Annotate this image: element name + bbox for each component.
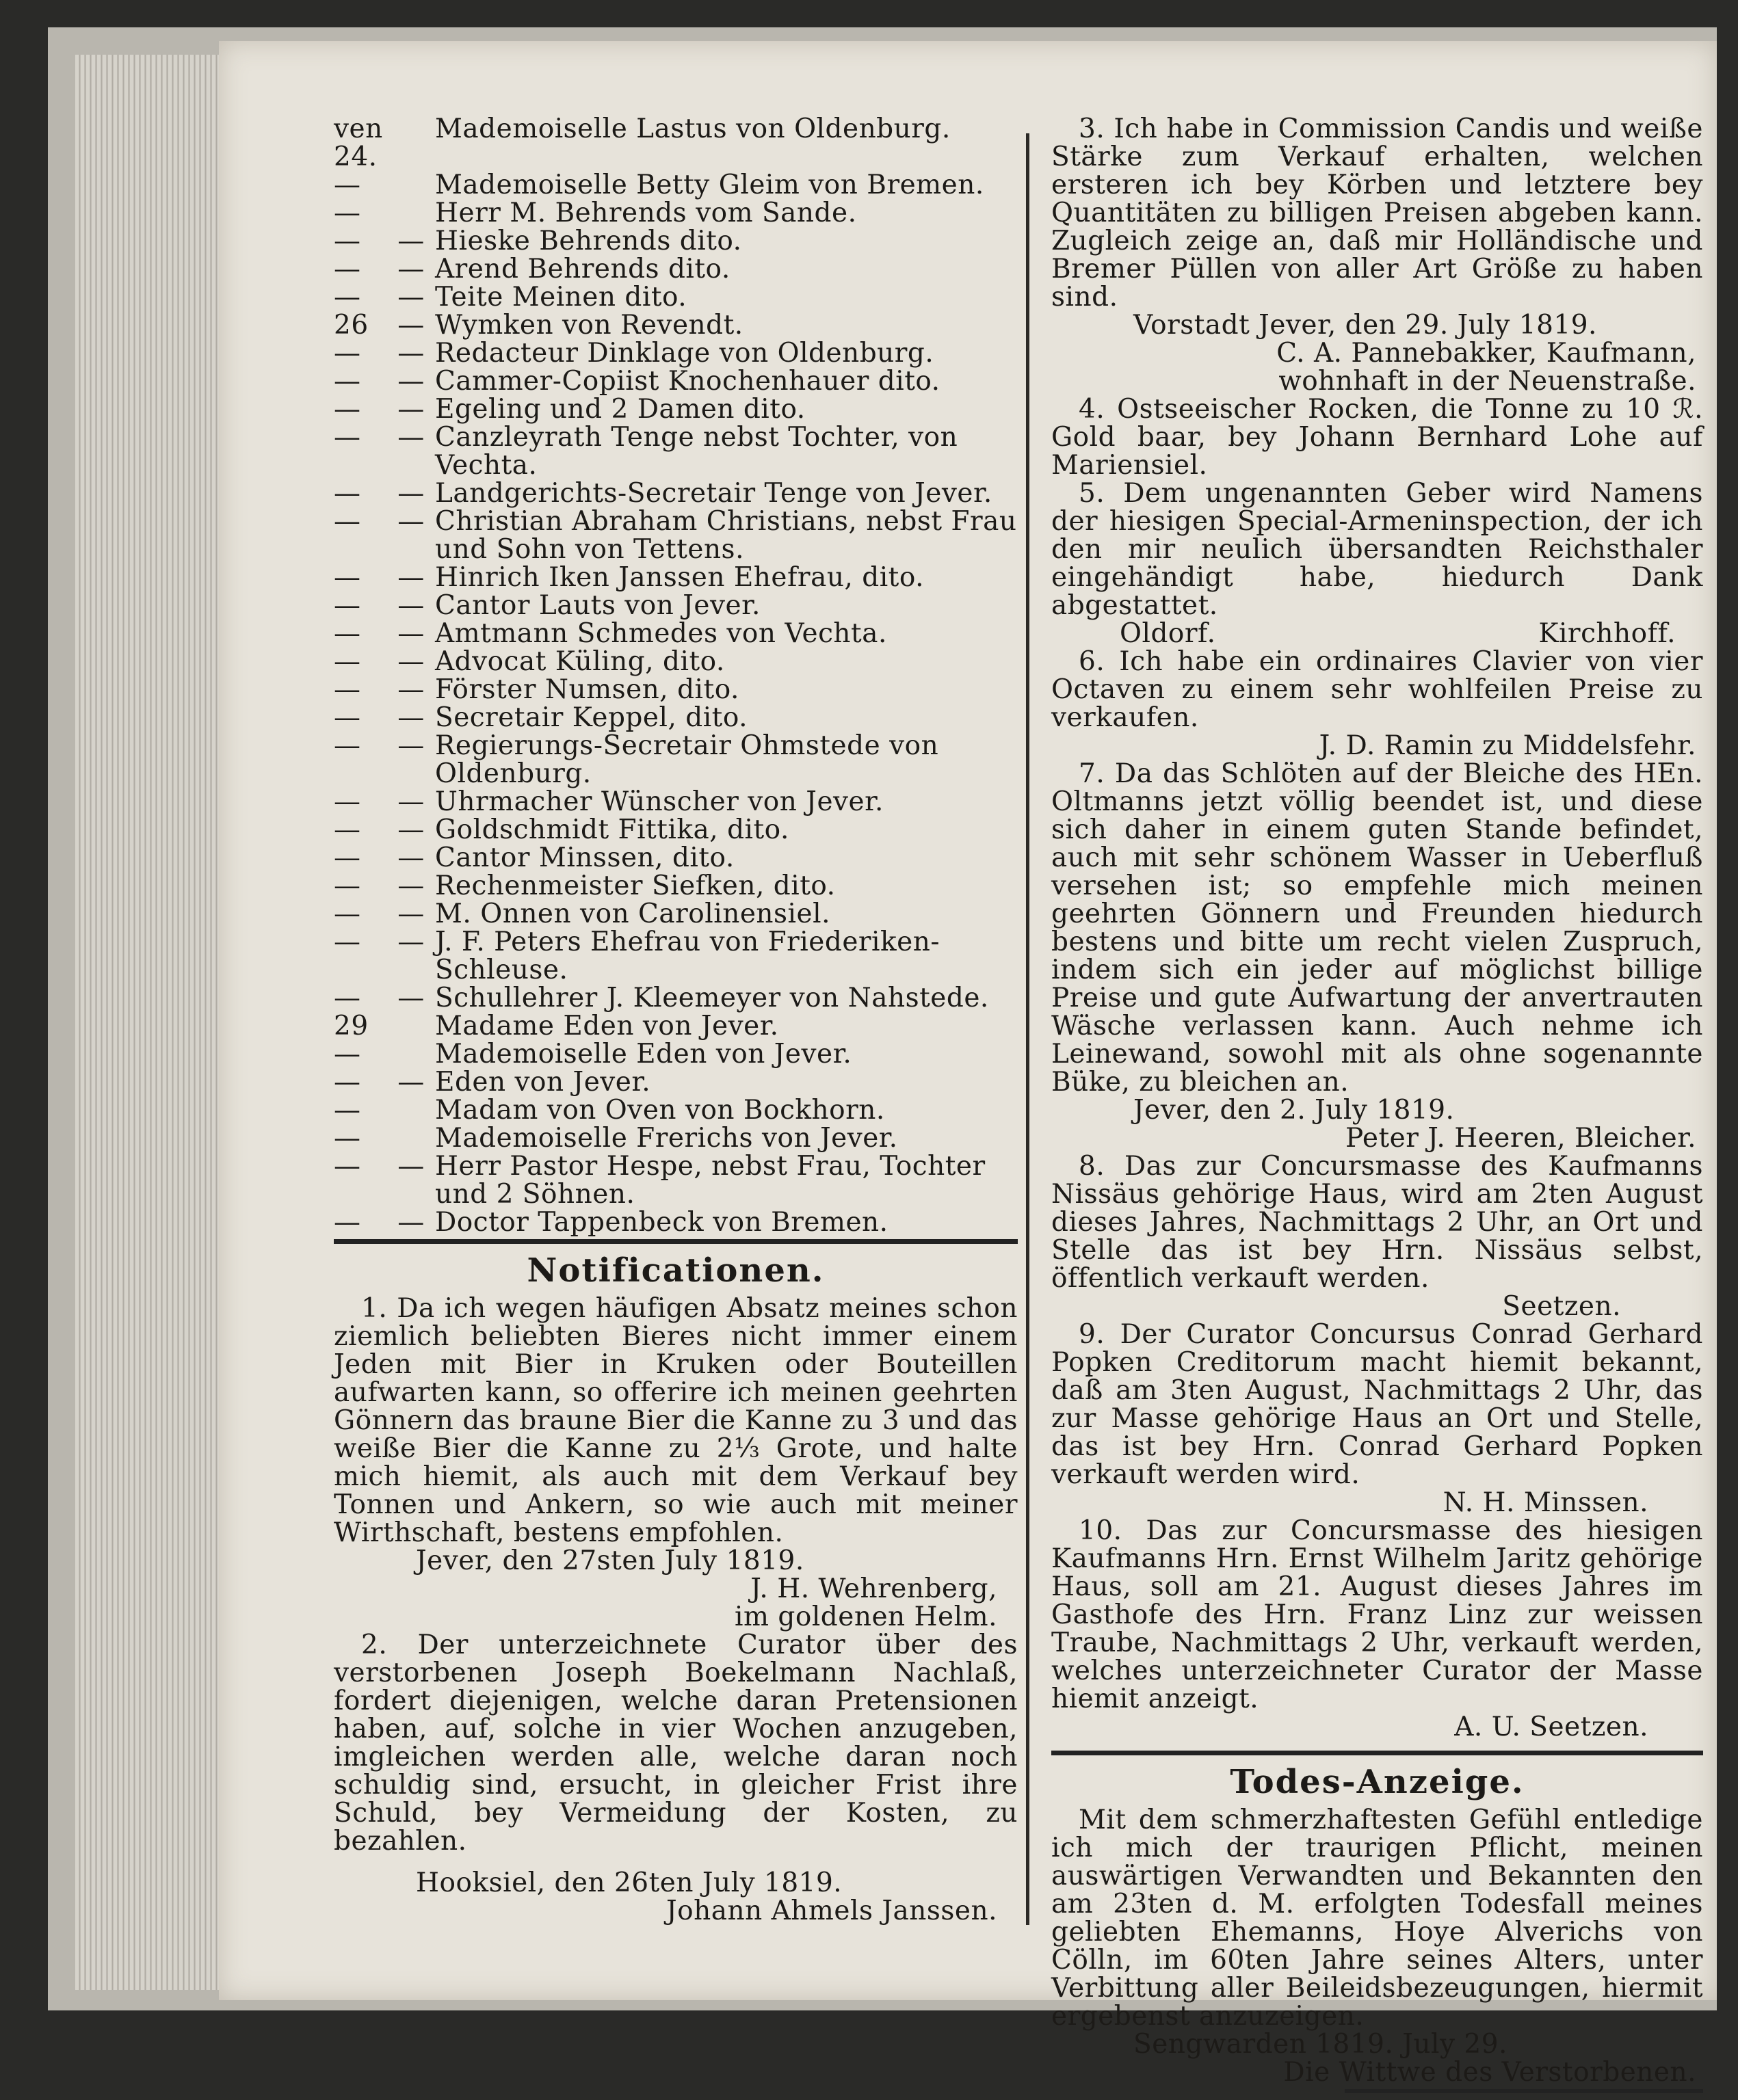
- arrival-date: ven 24.: [334, 114, 383, 172]
- notice-1-signature-line2: im goldenen Helm.: [735, 1601, 997, 1632]
- notice-10-text: 10. Das zur Concursmasse des hiesigen Kaufmanns Hrn. Ernst Wilhelm Jaritz gehörige Haus, soll am 21. August dieses Jahres im Gasthofe des Hrn. Franz Linz zur weissen Traube, Nachmittags 2 Uhr, verkauft werden, welches unterzeichneter Curator der Masse hiemit anzeigt.: [1051, 1515, 1703, 1714]
- notice-9-text: 9. Der Curator Concursus Conrad Gerhard Popken Creditorum macht hiemit bekannt, daß am 3ten August, Nachmittags 2 Uhr, das zur Masse gehörige Haus an Ort und Stelle, das ist bey Hrn. Conrad Gerhard Popken verkauft werden wird.: [1051, 1319, 1703, 1490]
- arrival-date: —: [334, 1151, 361, 1182]
- arrival-ditto-mark: —: [397, 983, 425, 1013]
- arrival-entry: [334, 563, 1018, 592]
- arrival-entry: [334, 732, 1018, 788]
- arrival-entry: [334, 900, 1018, 928]
- notice-9-signature: N. H. Minssen.: [1443, 1487, 1648, 1518]
- arrival-entry: [334, 507, 1018, 563]
- notice-1-text: 1. Da ich wegen häufigen Absatz meines schon ziemlich beliebten Bieres nicht immer einem Jeden mit Bier in Kruken oder Bouteillen aufwarten kann, so offerire ich meinen geehrten Gönnern das braune Bier die Kanne zu 3 und das weiße Bier die Kanne zu 2⅓ Grote, und halte mich hiemit, als auch mit dem Verkauf bey Tonnen und Ankern, so wie auch mit meiner Wirthschaft, bestens empfohlen.: [334, 1293, 1018, 1548]
- arrival-entry: [334, 1096, 1018, 1124]
- notice-3-place-date: Vorstadt Jever, den 29. July 1819.: [1133, 310, 1597, 341]
- notice-5-text: 5. Dem ungenannten Geber wird Namens der hiesigen Special-Armeninspection, der ich den mir neulich übersandten Reichsthaler eingehändigt habe, hiedurch Dank abgestattet.: [1051, 478, 1703, 621]
- arrival-name: Cammer-Copiist Knochenhauer dito.: [435, 366, 940, 397]
- notice-8-text: 8. Das zur Concursmasse des Kaufmanns Nissäus gehörige Haus, wird am 2ten August dieses Jahres, Nachmittags 2 Uhr, an Ort und Stelle das ist bey Hrn. Nissäus selbst, öffentlich verkauft werden.: [1051, 1151, 1703, 1294]
- death-notice-signature: Die Wittwe des Verstorbenen.: [1283, 2057, 1696, 2088]
- arrival-name: Herr M. Behrends vom Sande.: [435, 198, 857, 228]
- arrival-entry: [334, 283, 1018, 311]
- arrival-entry: [334, 928, 1018, 984]
- death-notice-end-rule: [1345, 2089, 1703, 2093]
- arrival-name: Schullehrer J. Kleemeyer von Nahstede.: [435, 983, 989, 1013]
- arrival-name: Amtmann Schmedes von Vechta.: [435, 618, 887, 649]
- arrival-date: —: [334, 1207, 361, 1238]
- arrival-name: Madam von Oven von Bockhorn.: [435, 1095, 885, 1126]
- notice-4-text: 4. Ostseeischer Rocken, die Tonne zu 10 ℛ. Gold baar, bey Johann Bernhard Lohe auf Mariensiel.: [1051, 394, 1703, 481]
- arrival-entry: [334, 844, 1018, 872]
- arrival-entry: [334, 1012, 1018, 1040]
- arrival-ditto-mark: —: [397, 618, 425, 649]
- arrival-date: 26: [334, 310, 369, 341]
- arrival-date: —: [334, 394, 361, 425]
- arrival-date: —: [334, 646, 361, 677]
- notifications-heading: Notificationen.: [527, 1251, 825, 1290]
- arrival-entry: [334, 1152, 1018, 1208]
- arrival-date: —: [334, 338, 361, 369]
- arrival-ditto-mark: —: [397, 506, 425, 537]
- arrival-date: —: [334, 870, 361, 901]
- arrival-date: —: [334, 254, 361, 284]
- arrival-name: Regierungs-Secretair Ohmstede von Oldenburg.: [435, 730, 939, 789]
- death-notice-heading: Todes-Anzeige.: [1230, 1763, 1525, 1801]
- arrival-entry: [334, 676, 1018, 704]
- arrival-name: Doctor Tappenbeck von Bremen.: [435, 1207, 888, 1238]
- arrival-ditto-mark: —: [397, 702, 425, 733]
- arrival-ditto-mark: —: [397, 282, 425, 313]
- arrival-entry: [334, 1040, 1018, 1068]
- notice-7-place-date: Jever, den 2. July 1819.: [1133, 1095, 1455, 1126]
- arrival-entry: [334, 395, 1018, 423]
- section-rule: [334, 1239, 1018, 1244]
- arrival-date: —: [334, 1039, 361, 1069]
- arrival-entry: [334, 816, 1018, 844]
- arrival-ditto-mark: —: [397, 562, 425, 593]
- arrival-date: —: [334, 927, 361, 957]
- right-column: [1051, 115, 1703, 2100]
- arrival-name: Redacteur Dinklage von Oldenburg.: [435, 338, 934, 369]
- column-divider: [1026, 133, 1029, 1925]
- arrival-name: Herr Pastor Hespe, nebst Frau, Tochter und 2 Söhnen.: [435, 1151, 986, 1210]
- arrival-ditto-mark: —: [397, 226, 425, 256]
- arrival-entry: [334, 199, 1018, 227]
- arrival-entry: [334, 704, 1018, 732]
- arrival-ditto-mark: —: [397, 254, 425, 284]
- arrival-ditto-mark: —: [397, 730, 425, 761]
- arrival-date: —: [334, 899, 361, 929]
- arrival-date: —: [334, 590, 361, 621]
- arrival-ditto-mark: —: [397, 674, 425, 705]
- arrival-entry: [334, 339, 1018, 367]
- arrival-ditto-mark: —: [397, 366, 425, 397]
- arrival-entry: [334, 255, 1018, 283]
- notice-6-text: 6. Ich habe ein ordinaires Clavier von vier Octaven zu einem sehr wohlfeilen Preise zu verkaufen.: [1051, 646, 1703, 733]
- arrival-name: Mademoiselle Eden von Jever.: [435, 1039, 852, 1069]
- arrival-date: —: [334, 506, 361, 537]
- notice-5-place: Oldorf.: [1120, 618, 1216, 649]
- notice-2-place-date: Hooksiel, den 26ten July 1819.: [416, 1868, 843, 1898]
- arrival-ditto-mark: —: [397, 646, 425, 677]
- notice-1-signature: J. H. Wehrenberg,: [750, 1573, 997, 1604]
- arrival-entry: [334, 1208, 1018, 1236]
- notice-6-signature: J. D. Ramin zu Middelsfehr.: [1319, 730, 1696, 761]
- death-notice-place-date: Sengwarden 1819. July 29.: [1133, 2029, 1507, 2060]
- arrival-ditto-mark: —: [397, 1067, 425, 1098]
- arrival-ditto-mark: —: [397, 394, 425, 425]
- arrival-ditto-mark: —: [397, 422, 425, 453]
- arrival-entry: [334, 227, 1018, 255]
- notice-10-signature: A. U. Seetzen.: [1454, 1712, 1648, 1742]
- arrival-name: Mademoiselle Lastus von Oldenburg.: [435, 114, 951, 144]
- notice-2-text: 2. Der unterzeichnete Curator über des verstorbenen Joseph Boekelmann Nachlaß, fordert diejenigen, welche daran Pretensionen haben, auf, solche in vier Wochen anzugeben, imgleichen werden alle, welche daran noch schuldig sind, ersucht, in gleicher Frist ihre Schuld, bey Vermeidung der Kosten, zu bezahlen.: [334, 1630, 1018, 1857]
- arrival-name: Goldschmidt Fittika, dito.: [435, 814, 789, 845]
- arrival-name: Cantor Lauts von Jever.: [435, 590, 761, 621]
- arrival-date: —: [334, 842, 361, 873]
- arrival-date: —: [334, 814, 361, 845]
- arrival-entry: [334, 592, 1018, 620]
- arrival-name: Canzleyrath Tenge nebst Tochter, von Vechta.: [435, 422, 958, 481]
- arrival-name: Uhrmacher Wünscher von Jever.: [435, 786, 884, 817]
- arrival-ditto-mark: —: [397, 1207, 425, 1238]
- notice-1-place-date: Jever, den 27sten July 1819.: [416, 1545, 804, 1576]
- arrival-date: —: [334, 786, 361, 817]
- notice-3-text: 3. Ich habe in Commission Candis und weiße Stärke zum Verkauf erhalten, welchen ersteren ich bey Körben und letztere bey Quantitäten zu billigen Preisen abgeben kann. Zugleich zeige an, daß mir Holländische und Bremer Püllen von aller Art Größe zu haben sind.: [1051, 114, 1703, 313]
- arrival-date: —: [334, 170, 361, 200]
- arrival-entry: [334, 984, 1018, 1012]
- arrival-date: —: [334, 478, 361, 509]
- arrival-date: —: [334, 562, 361, 593]
- arrival-name: Teite Meinen dito.: [435, 282, 687, 313]
- arrival-ditto-mark: —: [397, 814, 425, 845]
- arrival-name: Förster Numsen, dito.: [435, 674, 739, 705]
- arrivals-list: [334, 115, 1018, 1236]
- arrival-ditto-mark: —: [397, 310, 425, 341]
- notice-3-signature: C. A. Pannebakker, Kaufmann,: [1276, 338, 1696, 369]
- arrival-name: Wymken von Revendt.: [435, 310, 743, 341]
- arrival-date: —: [334, 422, 361, 453]
- arrival-name: Mademoiselle Betty Gleim von Bremen.: [435, 170, 984, 200]
- arrival-ditto-mark: —: [397, 870, 425, 901]
- arrival-entry: [334, 788, 1018, 816]
- arrival-entry: [334, 1124, 1018, 1152]
- arrival-ditto-mark: —: [397, 478, 425, 509]
- arrival-date: —: [334, 198, 361, 228]
- notice-2-signature: Johann Ahmels Janssen.: [666, 1896, 997, 1926]
- arrival-date: —: [334, 366, 361, 397]
- arrival-date: —: [334, 983, 361, 1013]
- arrival-entry: [334, 115, 1018, 171]
- arrival-entry: [334, 479, 1018, 507]
- arrival-date: —: [334, 1067, 361, 1098]
- notice-7-signature: Peter J. Heeren, Bleicher.: [1345, 1123, 1696, 1154]
- arrival-date: —: [334, 1095, 361, 1126]
- arrival-ditto-mark: —: [397, 1151, 425, 1182]
- notice-5-footer: [1051, 620, 1703, 648]
- arrival-ditto-mark: —: [397, 786, 425, 817]
- arrival-entry: [334, 423, 1018, 479]
- notice-5-signature: Kirchhoff.: [1538, 618, 1676, 649]
- arrival-name: Landgerichts-Secretair Tenge von Jever.: [435, 478, 992, 509]
- arrival-name: Rechenmeister Siefken, dito.: [435, 870, 836, 901]
- arrival-name: J. F. Peters Ehefrau von Friederiken-Schleuse.: [435, 927, 940, 985]
- arrival-ditto-mark: —: [397, 338, 425, 369]
- arrival-name: Mademoiselle Frerichs von Jever.: [435, 1123, 898, 1154]
- notice-7-text: 7. Da das Schlöten auf der Bleiche des HEn. Oltmanns jetzt völlig beendet ist, und diese sich daher in einem guten Stande befindet, auch mit sehr schönem Wasser in Ueberfluß versehen ist; so empfehle mich meinen geehrten Gönnern und Freunden hiedurch bestens und bitte um recht vielen Zuspruch, indem sich ein jeder auf möglichst billige Preise und gute Aufwartung der anvertrauten Wäsche verlassen kann. Auch nehme ich Leinewand, sowohl mit als ohne sogenannte Büke, zu bleichen an.: [1051, 758, 1703, 1098]
- section-rule-right: [1051, 1751, 1703, 1755]
- arrival-entry: [334, 872, 1018, 900]
- page-stack-edge: [75, 55, 220, 1990]
- arrival-date: —: [334, 282, 361, 313]
- arrival-date: —: [334, 1123, 361, 1154]
- arrival-name: Advocat Küling, dito.: [435, 646, 725, 677]
- arrival-entry: [334, 171, 1018, 199]
- arrival-name: Egeling und 2 Damen dito.: [435, 394, 806, 425]
- arrival-ditto-mark: —: [397, 842, 425, 873]
- arrival-entry: [334, 1068, 1018, 1096]
- arrival-ditto-mark: —: [397, 590, 425, 621]
- arrival-date: —: [334, 618, 361, 649]
- arrival-date: —: [334, 702, 361, 733]
- arrival-entry: [334, 367, 1018, 395]
- arrival-date: —: [334, 730, 361, 761]
- arrival-name: Arend Behrends dito.: [435, 254, 730, 284]
- arrival-name: Eden von Jever.: [435, 1067, 651, 1098]
- arrival-date: —: [334, 674, 361, 705]
- left-column: [334, 115, 1018, 1925]
- arrival-entry: [334, 648, 1018, 676]
- arrival-name: Secretair Keppel, dito.: [435, 702, 748, 733]
- arrival-date: —: [334, 226, 361, 256]
- arrival-entry: [334, 311, 1018, 339]
- arrival-name: Madame Eden von Jever.: [435, 1011, 779, 1041]
- arrival-ditto-mark: —: [397, 899, 425, 929]
- arrival-name: Hieske Behrends dito.: [435, 226, 742, 256]
- arrival-name: M. Onnen von Carolinensiel.: [435, 899, 830, 929]
- arrival-entry: [334, 620, 1018, 648]
- arrival-name: Christian Abraham Christians, nebst Frau und Sohn von Tettens.: [435, 506, 1017, 565]
- death-notice-text: Mit dem schmerzhaftesten Gefühl entledige ich mich der traurigen Pflicht, meinen auswärtigen Verwandten und Bekannten den am 23ten d. M. erfolgten Todesfall meines geliebten Ehemanns, Hoye Alverichs von Cölln, im 60ten Jahre seines Alters, unter Verbittung aller Beileidsbezeugungen, hiermit ergebenst anzuzeigen.: [1051, 1805, 1703, 2032]
- notice-3-signature-line2: wohnhaft in der Neuenstraße.: [1278, 366, 1696, 397]
- notice-8-signature: Seetzen.: [1502, 1291, 1621, 1322]
- arrival-date: 29: [334, 1011, 369, 1041]
- arrival-ditto-mark: —: [397, 927, 425, 957]
- arrival-name: Hinrich Iken Janssen Ehefrau, dito.: [435, 562, 925, 593]
- arrival-name: Cantor Minssen, dito.: [435, 842, 735, 873]
